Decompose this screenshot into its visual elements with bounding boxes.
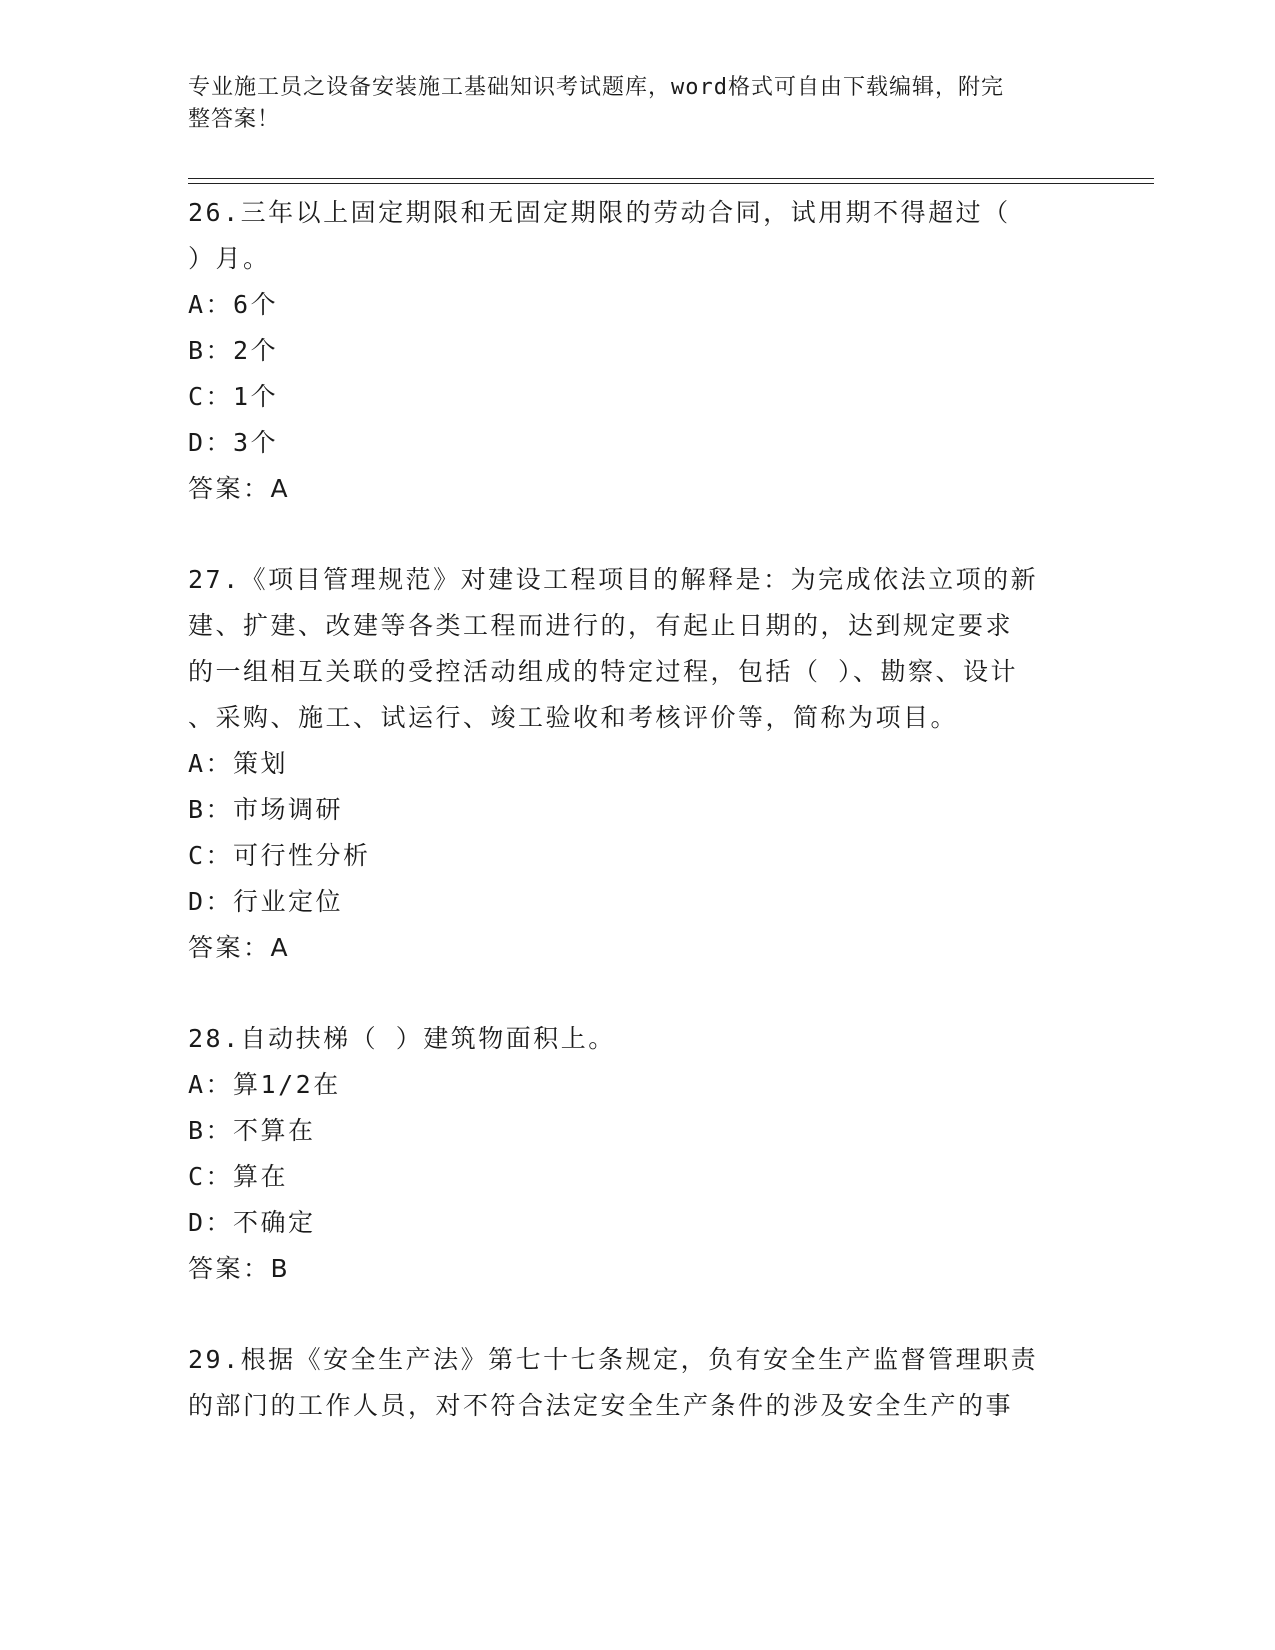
question-text: 建、扩建、改建等各类工程而进行的，有起止日期的，达到规定要求	[188, 611, 1014, 640]
option-b: B：市场调研	[188, 795, 344, 824]
spacer	[188, 971, 1068, 1016]
answer: 答案：B	[188, 1254, 291, 1283]
option-d: D：行业定位	[188, 887, 344, 916]
option-d: D：3个	[188, 428, 279, 457]
question-27	[188, 557, 1068, 971]
option-a: A：6个	[188, 290, 279, 319]
question-list	[188, 190, 1068, 1429]
question-text: 28.自动扶梯（ ）建筑物面积上。	[188, 1024, 616, 1053]
spacer	[188, 1292, 1068, 1337]
option-c: C：1个	[188, 382, 279, 411]
answer: 答案：A	[188, 933, 291, 962]
question-26	[188, 190, 1068, 512]
header-divider-bottom	[188, 183, 1154, 184]
question-text: 27.《项目管理规范》对建设工程项目的解释是：为完成依法立项的新	[188, 565, 1039, 594]
option-a: A：策划	[188, 749, 289, 778]
option-a: A：算1/2在	[188, 1070, 341, 1099]
question-text: ）月。	[188, 244, 271, 273]
option-c: C：可行性分析	[188, 841, 371, 870]
question-text: 的一组相互关联的受控活动组成的特定过程，包括（ ）、勘察、设计	[188, 657, 1019, 686]
option-d: D：不确定	[188, 1208, 316, 1237]
answer: 答案：A	[188, 474, 291, 503]
option-b: B：2个	[188, 336, 279, 365]
question-text: 、采购、施工、试运行、竣工验收和考核评价等，简称为项目。	[188, 703, 959, 732]
spacer	[188, 512, 1068, 557]
option-b: B：不算在	[188, 1116, 316, 1145]
question-text: 29.根据《安全生产法》第七十七条规定，负有安全生产监督管理职责	[188, 1345, 1039, 1374]
option-c: C：算在	[188, 1162, 289, 1191]
question-29	[188, 1337, 1068, 1429]
question-text: 26.三年以上固定期限和无固定期限的劳动合同，试用期不得超过（	[188, 198, 1011, 227]
document-header: 专业施工员之设备安装施工基础知识考试题库，word格式可自由下载编辑，附完 整答案！	[188, 75, 1004, 132]
question-text: 的部门的工作人员，对不符合法定安全生产条件的涉及安全生产的事	[188, 1391, 1014, 1420]
header-divider-top	[188, 178, 1154, 179]
question-28	[188, 1016, 1068, 1292]
